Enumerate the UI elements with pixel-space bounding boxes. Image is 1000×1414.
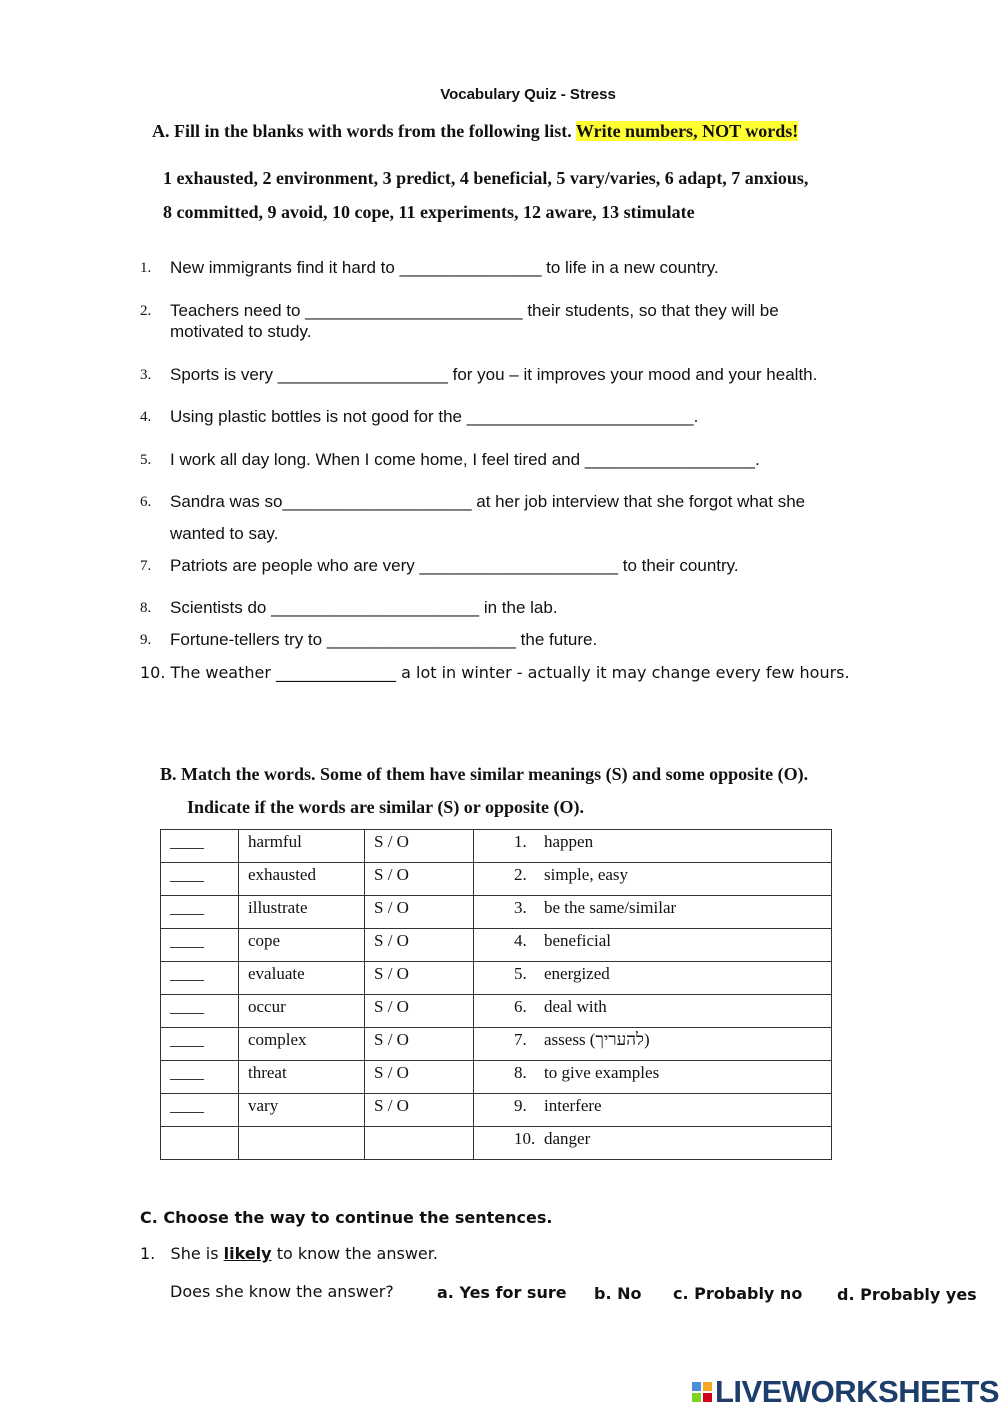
similar-opposite-cell[interactable]: S / O [365, 1061, 474, 1094]
table-row [161, 1028, 832, 1061]
table-row [161, 1094, 832, 1127]
table-row [161, 896, 832, 929]
section-a-highlight: Write numbers, NOT words! [575, 121, 799, 141]
logo-text: LIVEWORKSHEETS [715, 1374, 1000, 1409]
similar-opposite-cell[interactable]: S / O [365, 863, 474, 896]
word-cell: threat [239, 1061, 365, 1094]
meaning-text: assess (להעריך) [544, 1030, 650, 1049]
similar-opposite-cell[interactable] [365, 1127, 474, 1160]
word-cell: exhausted [239, 863, 365, 896]
answer-blank[interactable]: ____ [161, 830, 239, 863]
word-cell: cope [239, 929, 365, 962]
similar-opposite-cell[interactable]: S / O [365, 896, 474, 929]
section-a-instruction: A. Fill in the blanks with words from the following list. [152, 121, 572, 141]
option-c[interactable]: c. Probably no [673, 1284, 803, 1303]
answer-blank[interactable] [161, 1127, 239, 1160]
meaning-text: simple, easy [544, 865, 629, 884]
meaning-text: to give examples [544, 1063, 660, 1082]
option-a[interactable]: a. Yes for sure [437, 1283, 567, 1302]
question-text: Teachers need to _______________________ their students, so that they will be [170, 301, 779, 320]
answer-blank[interactable]: ____ [161, 995, 239, 1028]
question-number: 5. [140, 452, 152, 468]
question-text: Sandra was so____________________ at her job interview that she forgot what she [170, 492, 806, 511]
meaning-cell [474, 1061, 832, 1094]
question-number: 2. [140, 303, 152, 319]
answer-blank[interactable]: ____ [161, 929, 239, 962]
question-prompt: Does she know the answer? [170, 1282, 394, 1301]
meaning-cell [474, 896, 832, 929]
meaning-number: 4. [514, 931, 527, 950]
similar-opposite-cell[interactable]: S / O [365, 1028, 474, 1061]
question-number: 1. [140, 260, 152, 276]
similar-opposite-cell[interactable]: S / O [365, 995, 474, 1028]
meaning-number: 9. [514, 1096, 527, 1115]
question-number: 7. [140, 558, 152, 574]
meaning-text: danger [544, 1129, 591, 1148]
meaning-number: 8. [514, 1063, 527, 1082]
question-text: Using plastic bottles is not good for the ________________________. [170, 407, 699, 426]
table-row [161, 962, 832, 995]
word-cell: vary [239, 1094, 365, 1127]
word-cell: illustrate [239, 896, 365, 929]
table-row [161, 995, 832, 1028]
question-number: 9. [140, 632, 152, 648]
question-number: 3. [140, 367, 152, 383]
table-row [161, 929, 832, 962]
word-cell [239, 1127, 365, 1160]
question-text: New immigrants find it hard to _______________ to life in a new country. [170, 258, 719, 277]
key-word: likely [223, 1244, 272, 1263]
meaning-cell [474, 863, 832, 896]
answer-blank[interactable]: ____ [161, 896, 239, 929]
word-cell: harmful [239, 830, 365, 863]
meaning-text: interfere [544, 1096, 602, 1115]
section-b-heading: B. Match the words. Some of them have similar meanings (S) and some opposite (O). [160, 764, 809, 784]
meaning-cell [474, 995, 832, 1028]
meaning-text: beneficial [544, 931, 612, 950]
question-pre: She is [170, 1244, 219, 1263]
meaning-text: be the same/similar [544, 898, 677, 917]
page-title: Vocabulary Quiz - Stress [440, 86, 616, 103]
meaning-number: 7. [514, 1030, 527, 1049]
matching-table [160, 829, 832, 1160]
word-cell: evaluate [239, 962, 365, 995]
logo-icon [692, 1382, 712, 1402]
similar-opposite-cell[interactable]: S / O [365, 929, 474, 962]
question-10: 10. The weather _______________ a lot in winter - actually it may change every few hours. [140, 663, 850, 682]
question-text: Patriots are people who are very _____________________ to their country. [170, 556, 739, 575]
section-c-heading: C. Choose the way to continue the sentences. [140, 1208, 553, 1227]
question-number: 1. [140, 1244, 156, 1263]
meaning-text: happen [544, 832, 594, 851]
table-row [161, 830, 832, 863]
question-number: 6. [140, 494, 152, 510]
meaning-number: 1. [514, 832, 527, 851]
section-c-question-1 [140, 1244, 438, 1263]
meaning-text: deal with [544, 997, 607, 1016]
table-row [161, 1127, 832, 1160]
answer-blank[interactable]: ____ [161, 1094, 239, 1127]
option-b[interactable]: b. No [594, 1284, 642, 1303]
question-number: 4. [140, 409, 152, 425]
meaning-text: energized [544, 964, 610, 983]
similar-opposite-cell[interactable]: S / O [365, 1094, 474, 1127]
answer-blank[interactable]: ____ [161, 863, 239, 896]
word-list-line-1: 1 exhausted, 2 environment, 3 predict, 4 beneficial, 5 vary/varies, 6 adapt, 7 anxious, [163, 168, 809, 188]
question-text-cont: motivated to study. [170, 322, 312, 341]
question-post: to know the answer. [276, 1244, 438, 1263]
similar-opposite-cell[interactable]: S / O [365, 830, 474, 863]
section-b-subheading: Indicate if the words are similar (S) or opposite (O). [187, 797, 584, 817]
answer-blank[interactable]: ____ [161, 962, 239, 995]
word-list-line-2: 8 committed, 9 avoid, 10 cope, 11 experiments, 12 aware, 13 stimulate [163, 202, 695, 222]
meaning-number: 6. [514, 997, 527, 1016]
question-text-cont: wanted to say. [170, 524, 279, 543]
similar-opposite-cell[interactable]: S / O [365, 962, 474, 995]
option-d[interactable]: d. Probably yes [837, 1285, 977, 1304]
meaning-number: 2. [514, 865, 527, 884]
meaning-number: 5. [514, 964, 527, 983]
word-cell: occur [239, 995, 365, 1028]
answer-blank[interactable]: ____ [161, 1061, 239, 1094]
meaning-number: 10. [514, 1129, 536, 1148]
question-number: 8. [140, 600, 152, 616]
meaning-number: 3. [514, 898, 527, 917]
question-text: Fortune-tellers try to ____________________ the future. [170, 630, 598, 649]
question-text: Sports is very __________________ for you – it improves your mood and your health. [170, 365, 818, 384]
meaning-cell [474, 830, 832, 863]
answer-blank[interactable]: ____ [161, 1028, 239, 1061]
meaning-cell [474, 929, 832, 962]
table-row [161, 863, 832, 896]
table-row [161, 1061, 832, 1094]
question-text: I work all day long. When I come home, I feel tired and __________________. [170, 450, 760, 469]
meaning-cell [474, 1094, 832, 1127]
meaning-cell [474, 1028, 832, 1061]
meaning-cell [474, 1127, 832, 1160]
question-text: Scientists do ______________________ in the lab. [170, 598, 558, 617]
word-cell: complex [239, 1028, 365, 1061]
meaning-cell [474, 962, 832, 995]
section-a-heading [152, 121, 798, 142]
liveworksheets-logo [692, 1374, 999, 1410]
